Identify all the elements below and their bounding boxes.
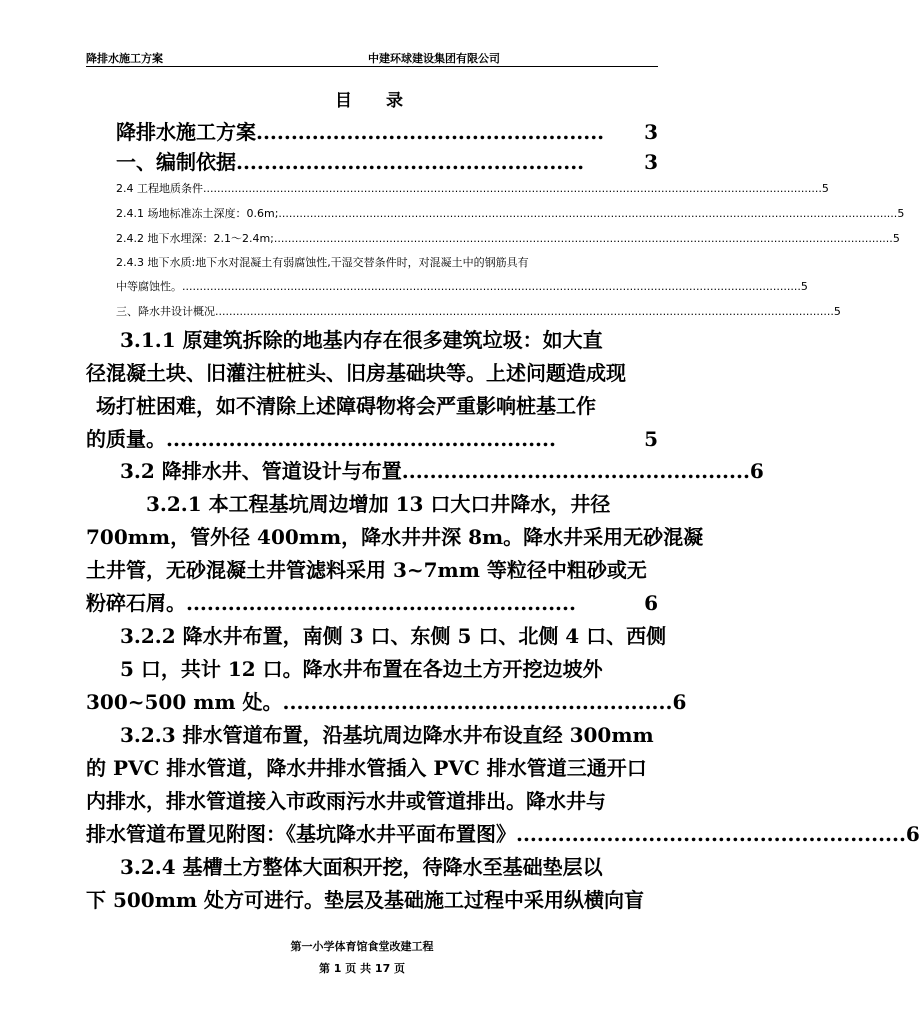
toc-entry-text: 2.4.2 地下水埋深：2.1～2.4m; xyxy=(116,232,274,245)
toc-entry-text: 的 PVC 排水管道，降水井排水管插入 PVC 排水管道三通开口 xyxy=(86,756,647,780)
toc-entry[interactable]: 三、降水井设计概况 ................................................................................................................................................................................. 5 xyxy=(116,305,841,318)
toc-entry-text: 内排水，排水管道接入市政雨污水井或管道排出。降水井与 xyxy=(86,789,606,813)
toc-entry[interactable]: 2.4.1 场地标准冻土深度：0.6m; ................................................................................................................................................................................. 5 xyxy=(116,207,905,220)
toc-entry-text: 300~500 mm 处。 xyxy=(86,690,283,714)
toc-entry-page: 5 xyxy=(644,427,658,451)
toc-entry-text: 土井管，无砂混凝土井管滤料采用 3~7mm 等粒径中粗砂或无 xyxy=(86,558,647,582)
toc-entry-text: 3.2.2 降水井布置，南侧 3 口、东侧 5 口、北侧 4 口、西侧 xyxy=(120,624,667,648)
toc-entry-page: 5 xyxy=(821,182,829,195)
toc-entry[interactable]: 的质量。 ........................................................ 5 xyxy=(86,423,658,452)
toc-entry-line[interactable] xyxy=(120,620,667,649)
toc-entry-text: 2.4.1 场地标准冻土深度：0.6m; xyxy=(116,207,279,220)
toc-entry-line[interactable] xyxy=(146,488,660,517)
toc-entry[interactable]: 粉碎石屑。 ........................................................ 6 xyxy=(86,587,658,616)
toc-entry-line[interactable] xyxy=(86,752,660,781)
toc-entry-line[interactable] xyxy=(120,653,660,682)
toc-entry-line[interactable] xyxy=(120,851,660,880)
toc-entry[interactable]: 2.4.2 地下水埋深：2.1～2.4m; ................................................................................................................................................................................. 5 xyxy=(116,232,900,245)
toc-entry-text: 场打桩困难，如不清除上述障碍物将会严重影响桩基工作 xyxy=(96,394,596,418)
toc-entry-text: 下 500mm 处方可进行。垫层及基础施工过程中采用纵横向盲 xyxy=(86,888,644,912)
toc-entry-text: 3.2.1 本工程基坑周边增加 13 口大口井降水，井径 xyxy=(146,492,611,516)
toc-entry-line[interactable] xyxy=(86,521,704,550)
toc-entry-text: 三、降水井设计概况 xyxy=(116,305,215,318)
toc-entry-page: 6 xyxy=(672,690,687,714)
header-rule xyxy=(86,66,658,67)
toc-entry-page: 3 xyxy=(644,120,658,144)
header-right: 中建环球建设集团有限公司 xyxy=(368,52,500,65)
toc-entry-page: 5 xyxy=(800,280,808,293)
toc-entry[interactable]: 2.4 工程地质条件 ................................................................................................................................................................................. 5 xyxy=(116,182,829,195)
toc-entry-page: 3 xyxy=(644,150,658,174)
toc-entry-text: 粉碎石屑。 xyxy=(86,591,186,615)
toc-entry-text: 的质量。 xyxy=(86,427,166,451)
toc-entry-line[interactable] xyxy=(86,554,660,583)
toc-entry[interactable]: 降排水施工方案 .................................................. 3 xyxy=(116,116,658,145)
toc-entry-line[interactable] xyxy=(96,390,660,419)
toc-title: 目 录 xyxy=(335,91,417,111)
toc-entry-text: 5 口，共计 12 口。降水井布置在各边土方开挖边坡外 xyxy=(120,657,603,681)
toc-entry-text: 3.2.3 排水管道布置，沿基坑周边降水井布设直经 300mm xyxy=(120,723,654,747)
toc-entry-text: 中等腐蚀性。 xyxy=(116,280,182,293)
toc-entry-text: 排水管道布置见附图：《基坑降水井平面布置图》 xyxy=(86,822,516,846)
toc-entry-line[interactable] xyxy=(120,324,660,353)
toc-entry[interactable]: 一、编制依据 .................................................. 3 xyxy=(116,146,658,175)
toc-entry-text: 2.4 工程地质条件 xyxy=(116,182,203,195)
toc-entry-text: 700mm，管外径 400mm，降水井井深 8m。降水井采用无砂混凝 xyxy=(86,525,704,549)
toc-entry-text: 3.2 降排水井、管道设计与布置 xyxy=(120,459,402,483)
toc-entry[interactable]: 排水管道布置见附图：《基坑降水井平面布置图》 ........................................................ 6 xyxy=(86,818,658,847)
toc-entry[interactable]: 300~500 mm 处。 ........................................................ 6 xyxy=(86,686,658,715)
toc-entry-page: 5 xyxy=(897,207,905,220)
toc-entry-text: 3.1.1 原建筑拆除的地基内存在很多建筑垃圾：如大直 xyxy=(120,328,603,352)
footer-page-info: 第 1 页 共 17 页 xyxy=(318,962,406,975)
toc-entry-line[interactable] xyxy=(86,357,660,386)
toc-entry-page: 6 xyxy=(905,822,920,846)
toc-entry-text: 降排水施工方案 xyxy=(116,120,256,144)
toc-entry-text: 2.4.3 地下水质:地下水对混凝土有弱腐蚀性,干湿交替条件时，对混凝土中的钢筋具有 xyxy=(116,256,529,269)
toc-entry-line[interactable] xyxy=(86,785,660,814)
footer-project: 第一小学体育馆食堂改建工程 xyxy=(290,940,434,953)
toc-entry-text: 3.2.4 基槽土方整体大面积开挖，待降水至基础垫层以 xyxy=(120,855,603,879)
toc-entry[interactable]: 中等腐蚀性。 ................................................................................................................................................................................. 5 xyxy=(116,280,808,293)
toc-entry[interactable]: 3.2 降排水井、管道设计与布置 .................................................. 6 xyxy=(120,455,658,484)
header-left: 降排水施工方案 xyxy=(86,52,163,65)
toc-entry-line[interactable] xyxy=(116,254,658,270)
toc-entry-page: 5 xyxy=(833,305,841,318)
toc-entry-page: 5 xyxy=(892,232,900,245)
toc-entry-text: 径混凝土块、旧灌注桩桩头、旧房基础块等。上述问题造成现 xyxy=(86,361,626,385)
toc-entry-page: 6 xyxy=(644,591,658,615)
toc-entry-line[interactable] xyxy=(86,884,660,913)
toc-entry-line[interactable] xyxy=(120,719,660,748)
toc-entry-text: 一、编制依据 xyxy=(116,150,236,174)
toc-entry-page: 6 xyxy=(749,459,764,483)
